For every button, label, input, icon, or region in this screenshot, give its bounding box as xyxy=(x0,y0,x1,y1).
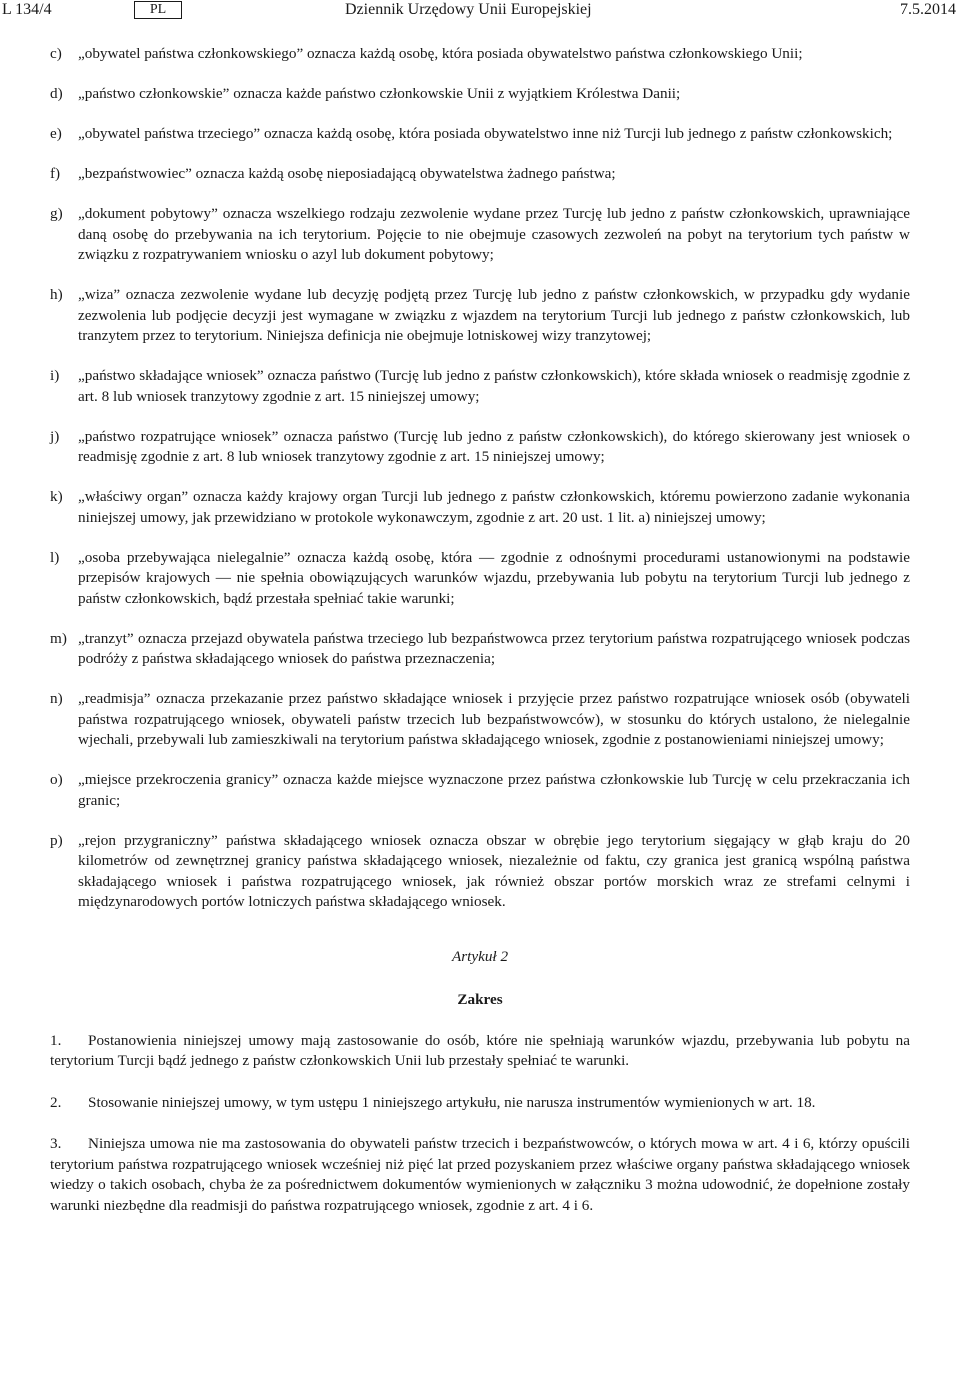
article-title: Zakres xyxy=(457,991,503,1008)
paragraph-text: Postanowienia niniejszej umowy mają zastosowanie do osób, które nie spełniają warunków wjazdu, przebywania lub pobytu na terytorium Turcji bądź jednego z państw członkowskich Unii lub przestały spełniać te warunki. xyxy=(50,1031,910,1069)
article-paragraphs xyxy=(50,1031,910,1217)
page-reference: L 134/4 xyxy=(2,1,52,18)
definition-item xyxy=(50,548,910,610)
definition-label: d) xyxy=(50,85,63,102)
document-body xyxy=(50,44,910,1237)
definition-item xyxy=(50,84,910,105)
article-paragraph xyxy=(50,1031,910,1072)
definition-label: h) xyxy=(50,286,63,303)
definition-item xyxy=(50,285,910,347)
definition-text: „państwo składające wniosek” oznacza państwo (Turcję lub jedno z państw członkowskich), które składa wniosek o readmisję zgodnie z art. 8 lub wniosek tranzytowy zgodnie z art. 15 niniejszej umowy; xyxy=(78,367,910,405)
definition-label: e) xyxy=(50,125,62,142)
definition-label: k) xyxy=(50,488,63,505)
definition-label: o) xyxy=(50,771,63,788)
definition-text: „readmisja” oznacza przekazanie przez państwo składające wniosek i przyjęcie przez państwo rozpatrujące wniosek osób (obywateli państwa rozpatrującego wniosek, obywateli państw trzecich lub bezpaństwowców), w stosunku do których ustalono, że nielegalnie wjechali, przebywali lub zamieszkiwali na terytorium państwa składającego wniosek, zgodnie z postanowieniami niniejszej umowy; xyxy=(78,690,910,748)
definition-item xyxy=(50,124,910,145)
definition-text: „wiza” oznacza zezwolenie wydane lub decyzję podjętą przez Turcję lub jedno z państw członkowskich, w przypadku gdy wydanie zezwolenia lub podjęcie decyzji jest wymagane w związku z wjazdem na terytorium Turcji lub jednego z państw członkowskich, lub tranzytem przez to terytorium. Niniejsza definicja nie obejmuje lotniskowej wizy tranzytowej; xyxy=(78,286,910,344)
definition-label: j) xyxy=(50,427,60,445)
paragraph-number: 1. xyxy=(50,1031,62,1049)
definition-item xyxy=(50,770,910,811)
definition-text: „właściwy organ” oznacza każdy krajowy organ Turcji lub jednego z państw członkowskich, któremu powierzono zadanie wykonania niniejszej umowy, jak przewidziano w protokole wykonawczym, zgodnie z art. 20 ust. 1 lit. a) niniejszej umowy; xyxy=(78,488,910,526)
definition-item xyxy=(50,44,910,65)
article-number: Artykuł 2 xyxy=(451,947,509,965)
definition-text: „miejsce przekroczenia granicy” oznacza każde miejsce wyznaczone przez państwa członkowskie lub Turcję w celu przekraczania ich granic; xyxy=(78,771,910,809)
definition-text: „tranzyt” oznacza przejazd obywatela państwa trzeciego lub bezpaństwowca przez terytorium państwa rozpatrującego wniosek podczas podróży z państwa składającego wniosek do państwa przeznaczenia; xyxy=(78,629,910,667)
definition-label: m) xyxy=(50,629,67,647)
paragraph-text: Stosowanie niniejszej umowy, w tym ustępu 1 niniejszego artykułu, nie narusza instrumentów wymienionych w art. 18. xyxy=(88,1093,816,1111)
definition-item xyxy=(50,427,910,468)
definition-item xyxy=(50,629,910,670)
definition-item xyxy=(50,831,910,913)
article-paragraph xyxy=(50,1134,910,1216)
language-code-box: PL xyxy=(134,1,182,19)
paragraph-number: 3. xyxy=(50,1135,62,1152)
definition-text: „bezpaństwowiec” oznacza każdą osobę nieposiadającą obywatelstwa żadnego państwa; xyxy=(78,165,616,182)
page-header xyxy=(0,0,960,24)
publication-date: 7.5.2014 xyxy=(900,1,956,18)
definition-label: l) xyxy=(50,548,60,566)
definition-text: „państwo rozpatrujące wniosek” oznacza państwo (Turcję lub jedno z państw członkowskich), do którego skierowany jest wniosek o readmisję zgodnie z art. 8 lub wniosek tranzytowy zgodnie z art. 15 niniejszej umowy; xyxy=(78,427,910,465)
definition-label: i) xyxy=(50,367,60,384)
paragraph-text: Niniejsza umowa nie ma zastosowania do obywateli państw trzecich i bezpaństwowców, o których mowa w art. 4 i 6, którzy opuścili terytorium państwa rozpatrującego wniosek wcześniej niż pięć lat przed pozyskaniem przez właściwe organy państwa składającego wniosek wiedzy o takich osobach, chyba że za pośrednictwem dokumentów wymienionych w załączniku 3 można udowodnić, że dopełnione zostały warunki niezbędne dla readmisji do państwa rozpatrującego wniosek, zgodnie z art. 4 i 6. xyxy=(50,1135,910,1214)
definition-label: c) xyxy=(50,45,62,62)
definition-text: „obywatel państwa trzeciego” oznacza każdą osobę, która posiada obywatelstwo inne niż Turcji lub jednego z państw członkowskich; xyxy=(78,125,893,142)
definition-item xyxy=(50,164,910,185)
definition-label: n) xyxy=(50,690,63,707)
definition-text: „obywatel państwa członkowskiego” oznacza każdą osobę, która posiada obywatelstwo państwa członkowskiego Unii; xyxy=(78,45,803,62)
definition-item xyxy=(50,366,910,407)
definition-text: „rejon przygraniczny” państwa składającego wniosek oznacza obszar w obrębie jego terytorium sięgający w głąb kraju do 20 kilometrów od zewnętrznej granicy państwa składającego wniosek, niezależnie od faktu, czy granica jest granicą wspólną państwa składającego wniosek i państwa rozpatrującego wniosek, jak również obszar portów morskich wraz ze strefami celnymi i międzynarodowych portów lotniczych państwa składającego wniosek. xyxy=(78,831,910,910)
definitions-list xyxy=(50,44,910,913)
definition-label: f) xyxy=(50,165,61,182)
article-paragraph xyxy=(50,1093,910,1114)
definition-item xyxy=(50,487,910,528)
definition-item xyxy=(50,204,910,266)
definition-label: g) xyxy=(50,205,63,222)
journal-title: Dziennik Urzędowy Unii Europejskiej xyxy=(345,1,592,18)
definition-text: „dokument pobytowy” oznacza wszelkiego rodzaju zezwolenie wydane przez Turcję lub jedno z państw członkowskich, uprawniające daną osobę do przebywania na ich terytorium. Pojęcie to nie obejmuje czasowych zezwoleń na pobyt na terytorium tych państw w związku z rozpatrywaniem wniosku o azyl lub dokument pobytowy; xyxy=(78,205,910,263)
definition-text: „państwo członkowskie” oznacza każde państwo członkowskie Unii z wyjątkiem Królestwa Danii; xyxy=(78,85,681,102)
definition-text: „osoba przebywająca nielegalnie” oznacza każdą osobę, która — zgodnie z odnośnymi procedurami ustanowionymi na podstawie przepisów krajowych — nie spełnia obowiązujących warunków wjazdu, przebywania lub pobytu na terytorium Turcji lub jednego z państw członkowskich, bądź przestała spełniać takie warunki; xyxy=(78,548,910,607)
definition-item xyxy=(50,689,910,751)
definition-label: p) xyxy=(50,831,63,849)
paragraph-number: 2. xyxy=(50,1093,62,1111)
